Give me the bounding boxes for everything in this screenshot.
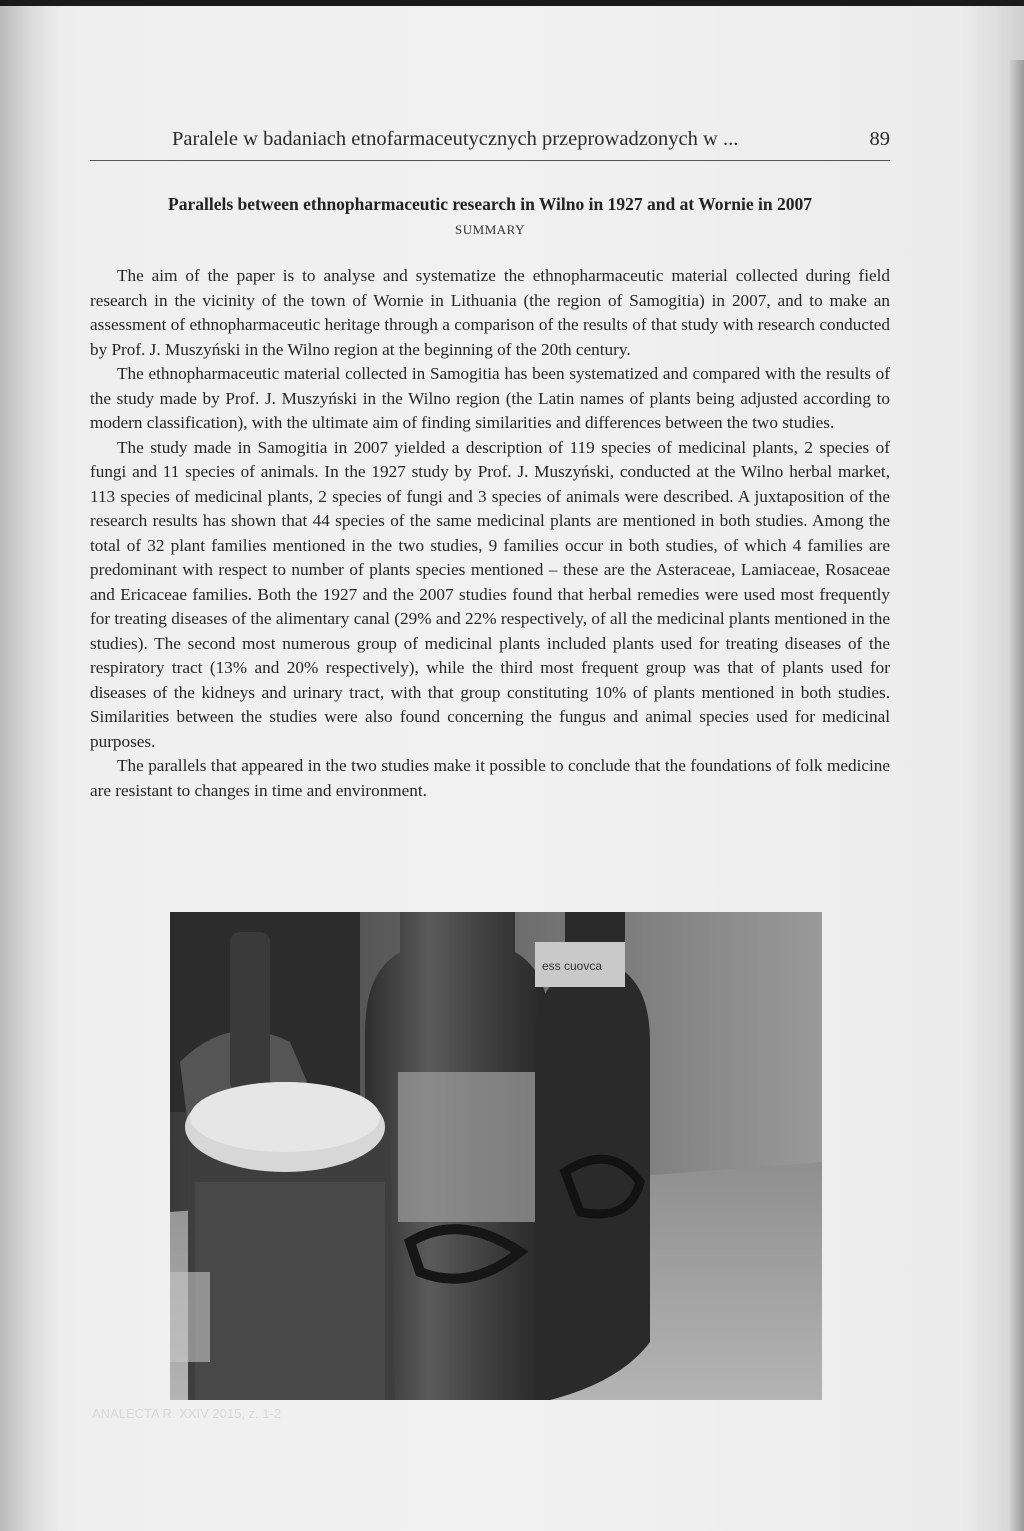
paragraph: The parallels that appeared in the two studies make it possible to conclude that the foundations of folk medicine are resistant to changes in time and environment. xyxy=(90,756,890,800)
bleed-through-text: ANALECTA R. XXIV 2015, z. 1-2 xyxy=(92,1406,282,1421)
bottle-label-text: ess cuovca xyxy=(542,959,603,973)
photograph-jars-and-bottles xyxy=(170,912,822,1400)
scan-right-edge xyxy=(1010,60,1024,1531)
scan-top-border xyxy=(0,0,1024,6)
running-title: Paralele w badaniach etnofarmaceutycznych przeprowadzonych w ... xyxy=(172,128,739,150)
article-title: Parallels between ethnopharmaceutic research in Wilno in 1927 and at Wornie in 2007 xyxy=(168,194,812,214)
paragraph: The ethnopharmaceutic material collected in Samogitia has been systematized and compared with the results of the study made by Prof. J. Muszyński in the Wilno region (the Latin names of plants being adjusted according to modern classification), with the ultimate aim of finding similarities and differences between the two studies. xyxy=(90,364,890,432)
section-label: SUMMARY xyxy=(455,222,525,237)
running-head xyxy=(172,128,890,158)
photo-illustration xyxy=(170,912,822,1400)
binding-shadow xyxy=(0,0,60,1531)
summary-body xyxy=(90,264,890,803)
paragraph: The aim of the paper is to analyse and systematize the ethnopharmaceutic material collected during field research in the vicinity of the town of Wornie in Lithuania (the region of Samogitia) in 2007, and to make an assessment of ethnopharmaceutic heritage through a comparison of the results of that study with research conducted by Prof. J. Muszyński in the Wilno region at the beginning of the 20th century. xyxy=(90,266,890,359)
header-rule xyxy=(90,160,890,161)
paragraph: The study made in Samogitia in 2007 yielded a description of 119 species of medicinal plants, 2 species of fungi and 11 species of animals. In the 1927 study by Prof. J. Muszyński, conducted at the Wilno herbal market, 113 species of medicinal plants, 2 species of fungi and 3 species of animals were described. A juxtaposition of the research results has shown that 44 species of the same medicinal plants are mentioned in both studies. Among the total of 32 plant families mentioned in the two studies, 9 families occur in both studies, of which 4 families are predominant with respect to number of plants species mentioned – these are the Asteraceae, Lamiaceae, Rosaceae and Ericaceae families. Both the 1927 and the 2007 studies found that herbal remedies were used most frequently for treating diseases of the alimentary canal (29% and 22% respectively, of all the medicinal plants mentioned in the studies). The second most numerous group of medicinal plants included plants used for treating diseases of the respiratory tract (13% and 20% respectively), while the third most frequent group was that of plants used for diseases of the kidneys and urinary tract, with that group constituting 10% of plants mentioned in both studies. Similarities between the studies were also found concerning the fungus and animal species used for medicinal purposes. xyxy=(90,437,890,751)
page-number: 89 xyxy=(869,128,890,150)
